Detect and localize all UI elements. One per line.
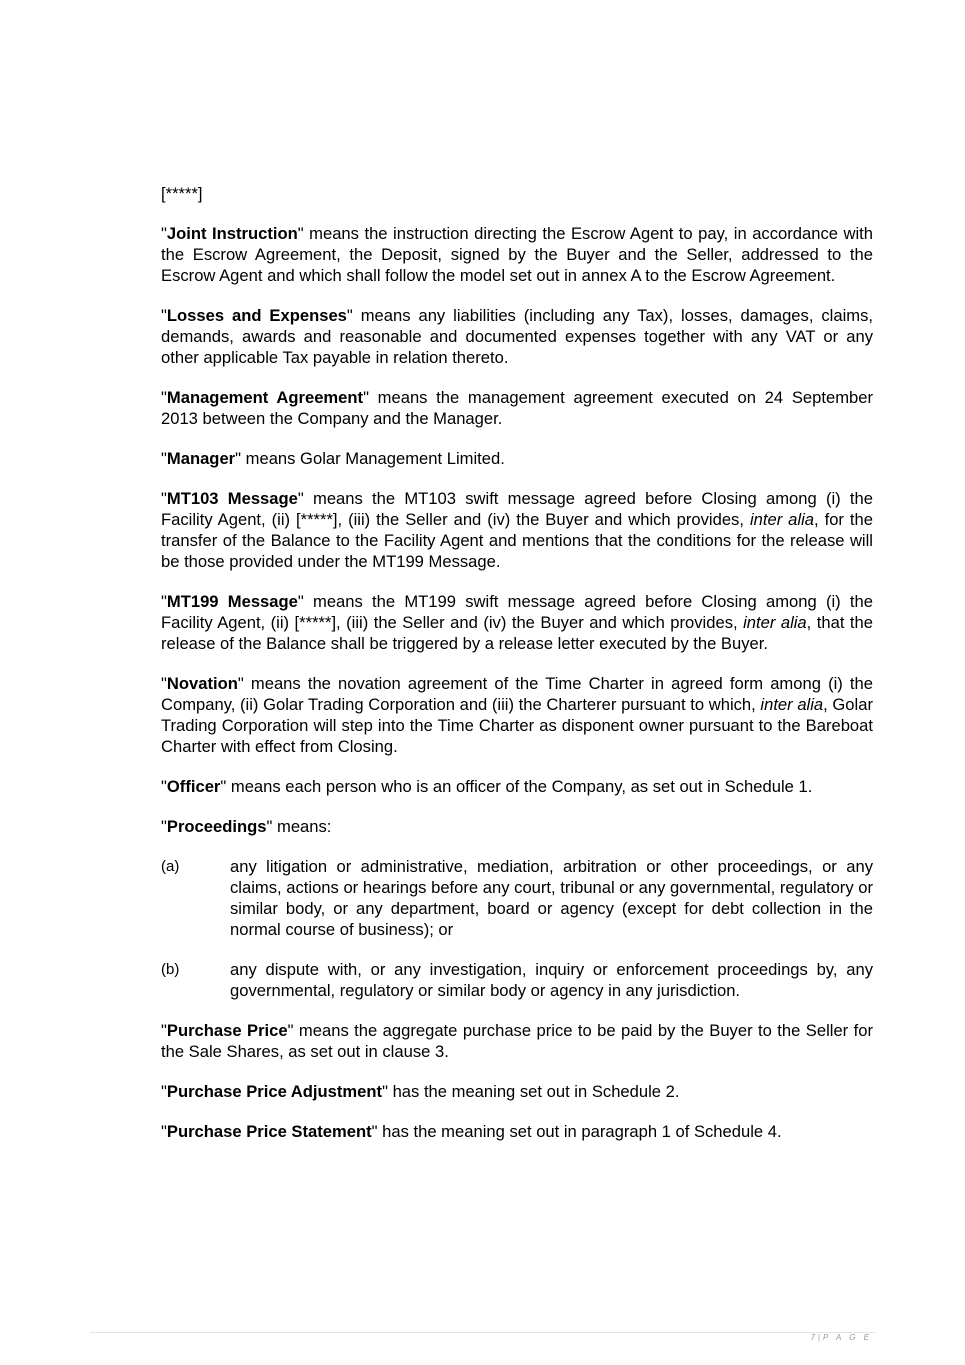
definition-term: Proceedings <box>166 817 267 836</box>
definition-text: means the management agreement executed on 24 September 2013 between the Company and the Manager. <box>161 388 873 428</box>
definition-text: means Golar Management Limited. <box>241 449 505 468</box>
definition-manager: "Manager" means Golar Management Limited. <box>161 449 505 468</box>
definition-novation: "Novation" means the novation agreement of the Time Charter in agreed form among (i) the Company, (ii) Golar Trading Corporation and (iii) the Charterer pursuant to which, inter alia, Golar Trading Corporation will step into the Time Charter as disponent owner pursuant to the Bareboat Charter with effect from Closing. <box>161 674 873 756</box>
definition-italic: inter alia <box>749 510 815 529</box>
definition-text: means the aggregate purchase price to be paid by the Buyer to the Seller for the Sale Shares, as set out in clause 3. <box>161 1021 873 1061</box>
definition-purchase-price-statement: "Purchase Price Statement" has the meaning set out in paragraph 1 of Schedule 4. <box>161 1122 782 1141</box>
definition-term: Management Agreement <box>166 388 364 407</box>
definition-text: means the MT103 swift message agreed before Closing among (i) the Facility Agent, (ii) [*****], (iii) the Seller and (iv) the Buyer and which provides, <box>161 489 873 529</box>
definition-term: Novation <box>166 674 238 693</box>
list-item-label: (b) <box>161 961 180 978</box>
definition-term: Purchase Price Adjustment <box>166 1082 383 1101</box>
document-body <box>161 183 873 1161</box>
definition-purchase-price-adjustment: "Purchase Price Adjustment" has the meaning set out in Schedule 2. <box>161 1082 680 1101</box>
definition-italic: inter alia <box>760 695 824 714</box>
definition-text: has the meaning set out in paragraph 1 of Schedule 4. <box>377 1122 782 1141</box>
definition-text: means the instruction directing the Escrow Agent to pay, in accordance with the Escrow Agreement, the Deposit, signed by the Buyer and the Seller, addressed to the Escrow Agent and which shall follow the model set out in annex A to the Escrow Agreement. <box>161 224 873 285</box>
list-item-text: any litigation or administrative, mediation, arbitration or other proceedings, or any claims, actions or hearings before any court, tribunal or any governmental, regulatory or similar body, or any department, board or agency (except for debt collection in the normal course of business); or <box>230 857 873 939</box>
list-item-text: any dispute with, or any investigation, inquiry or enforcement proceedings by, any governmental, regulatory or similar body or agency in any jurisdiction. <box>230 960 873 1000</box>
definition-term: Purchase Price <box>166 1021 288 1040</box>
definition-proceedings: "Proceedings" means: <box>161 817 332 836</box>
definition-term: MT103 Message <box>166 489 298 508</box>
definition-joint-instruction: "Joint Instruction" means the instruction directing the Escrow Agent to pay, in accordance with the Escrow Agreement, the Deposit, signed by the Buyer and the Seller, addressed to the Escrow Agent and which shall follow the model set out in annex A to the Escrow Agreement. <box>161 224 873 285</box>
list-item-label: (a) <box>161 858 180 875</box>
definition-text: means the MT199 swift message agreed before Closing among (i) the Facility Agent, (ii) [*****], (iii) the Seller and (iv) the Buyer and which provides, <box>161 592 873 632</box>
definition-italic: inter alia <box>743 613 807 632</box>
page-label: P A G E <box>822 1333 872 1342</box>
proceedings-item-a <box>161 856 873 940</box>
page-number <box>810 1333 872 1342</box>
definition-officer: "Officer" means each person who is an officer of the Company, as set out in Schedule 1. <box>161 777 813 796</box>
proceedings-item-b <box>161 959 873 1001</box>
definition-term: Joint Instruction <box>166 224 298 243</box>
definition-term: Losses and Expenses <box>166 306 347 325</box>
definition-text: , for the transfer of the Balance to the Facility Agent and mentions that the conditions for the release will be those provided under the MT199 Message. <box>161 510 873 571</box>
definition-term: Purchase Price Statement <box>166 1122 372 1141</box>
page-number-separator: | <box>817 1333 823 1342</box>
header-placeholder: [*****] <box>161 184 203 203</box>
footer-divider <box>90 1332 875 1333</box>
definition-text: means any liabilities (including any Tax), losses, damages, claims, demands, awards and reasonable and documented expenses together with any VAT or any other applicable Tax payable in relation thereto. <box>161 306 873 367</box>
definition-text: means: <box>272 817 332 836</box>
definition-text: , that the release of the Balance shall be triggered by a release letter executed by the Buyer. <box>161 613 873 653</box>
definition-text: has the meaning set out in Schedule 2. <box>387 1082 680 1101</box>
definition-text: , Golar Trading Corporation will step into the Time Charter as disponent owner pursuant to the Bareboat Charter with effect from Closing. <box>161 695 873 756</box>
definition-mt103-message: "MT103 Message" means the MT103 swift message agreed before Closing among (i) the Facility Agent, (ii) [*****], (iii) the Seller and (iv) the Buyer and which provides, inter alia, for the transfer of the Balance to the Facility Agent and mentions that the conditions for the release will be those provided under the MT199 Message. <box>161 489 873 571</box>
definition-management-agreement: "Management Agreement" means the management agreement executed on 24 September 2013 between the Company and the Manager. <box>161 388 873 428</box>
definition-term: Manager <box>166 449 236 468</box>
definition-text: means each person who is an officer of the Company, as set out in Schedule 1. <box>226 777 813 796</box>
definition-mt199-message: "MT199 Message" means the MT199 swift message agreed before Closing among (i) the Facility Agent, (ii) [*****], (iii) the Seller and (iv) the Buyer and which provides, inter alia, that the release of the Balance shall be triggered by a release letter executed by the Buyer. <box>161 592 873 653</box>
definition-purchase-price: "Purchase Price" means the aggregate purchase price to be paid by the Buyer to the Seller for the Sale Shares, as set out in clause 3. <box>161 1021 873 1061</box>
definition-losses-and-expenses: "Losses and Expenses" means any liabilities (including any Tax), losses, damages, claims, demands, awards and reasonable and documented expenses together with any VAT or any other applicable Tax payable in relation thereto. <box>161 306 873 367</box>
page-number-value: 7 <box>810 1333 818 1342</box>
definition-text: means the novation agreement of the Time Charter in agreed form among (i) the Company, (ii) Golar Trading Corporation and (iii) the Charterer pursuant to which, <box>161 674 873 714</box>
definition-term: MT199 Message <box>166 592 298 611</box>
definition-term: Officer <box>166 777 221 796</box>
